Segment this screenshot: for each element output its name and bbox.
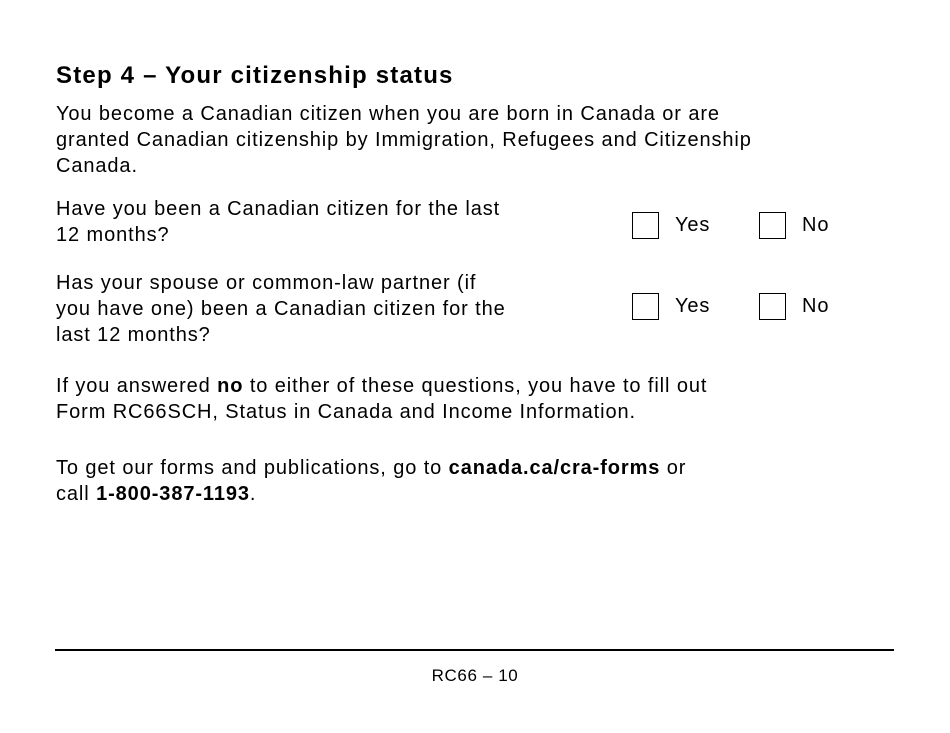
intro-line: You become a Canadian citizen when you are born in Canada or are <box>56 103 720 125</box>
question-1-text <box>56 196 500 248</box>
forms-text: call <box>56 483 97 505</box>
question-line: Has your spouse or common-law partner (if <box>56 272 477 294</box>
forms-info <box>56 455 686 507</box>
instruction-note <box>56 373 707 425</box>
question-line: 12 months? <box>56 224 170 246</box>
page-footer: RC66 – 10 <box>431 666 519 685</box>
footer-divider <box>55 649 894 651</box>
yes-label: Yes <box>675 214 711 236</box>
question-line: last 12 months? <box>56 324 211 346</box>
note-text: If you answered <box>56 375 218 397</box>
question-1-yes-checkbox[interactable] <box>632 212 659 239</box>
intro-paragraph <box>56 101 752 179</box>
forms-text: or <box>660 457 687 479</box>
forms-line-2 <box>56 481 686 507</box>
note-text: to either of these questions, you have to fill out <box>243 375 708 397</box>
no-label: No <box>802 214 830 236</box>
question-line: you have one) been a Canadian citizen for the <box>56 298 506 320</box>
section-heading: Step 4 – Your citizenship status <box>56 62 454 89</box>
yes-label: Yes <box>675 295 711 317</box>
forms-text: To get our forms and publications, go to <box>56 457 449 479</box>
question-2-no-checkbox[interactable] <box>759 293 786 320</box>
note-line-1 <box>56 373 707 399</box>
question-1-yes-option[interactable] <box>632 212 710 239</box>
question-2-yes-option[interactable] <box>632 293 710 320</box>
question-2-no-option[interactable] <box>759 293 829 320</box>
intro-line: Canada. <box>56 155 138 177</box>
phone-number[interactable]: 1-800-387-1193 <box>96 483 250 505</box>
question-1-no-option[interactable] <box>759 212 829 239</box>
forms-text: . <box>249 483 257 505</box>
question-line: Have you been a Canadian citizen for the last <box>56 198 501 220</box>
question-1-no-checkbox[interactable] <box>759 212 786 239</box>
question-2-yes-checkbox[interactable] <box>632 293 659 320</box>
forms-website-link[interactable]: canada.ca/cra-forms <box>448 457 661 479</box>
forms-line-1 <box>56 455 686 481</box>
no-label: No <box>802 295 830 317</box>
note-line-2: Form RC66SCH, Status in Canada and Income Information. <box>56 401 636 423</box>
note-emphasis: no <box>217 375 244 397</box>
question-2-text <box>56 270 506 348</box>
intro-line: granted Canadian citizenship by Immigration, Refugees and Citizenship <box>56 129 752 151</box>
